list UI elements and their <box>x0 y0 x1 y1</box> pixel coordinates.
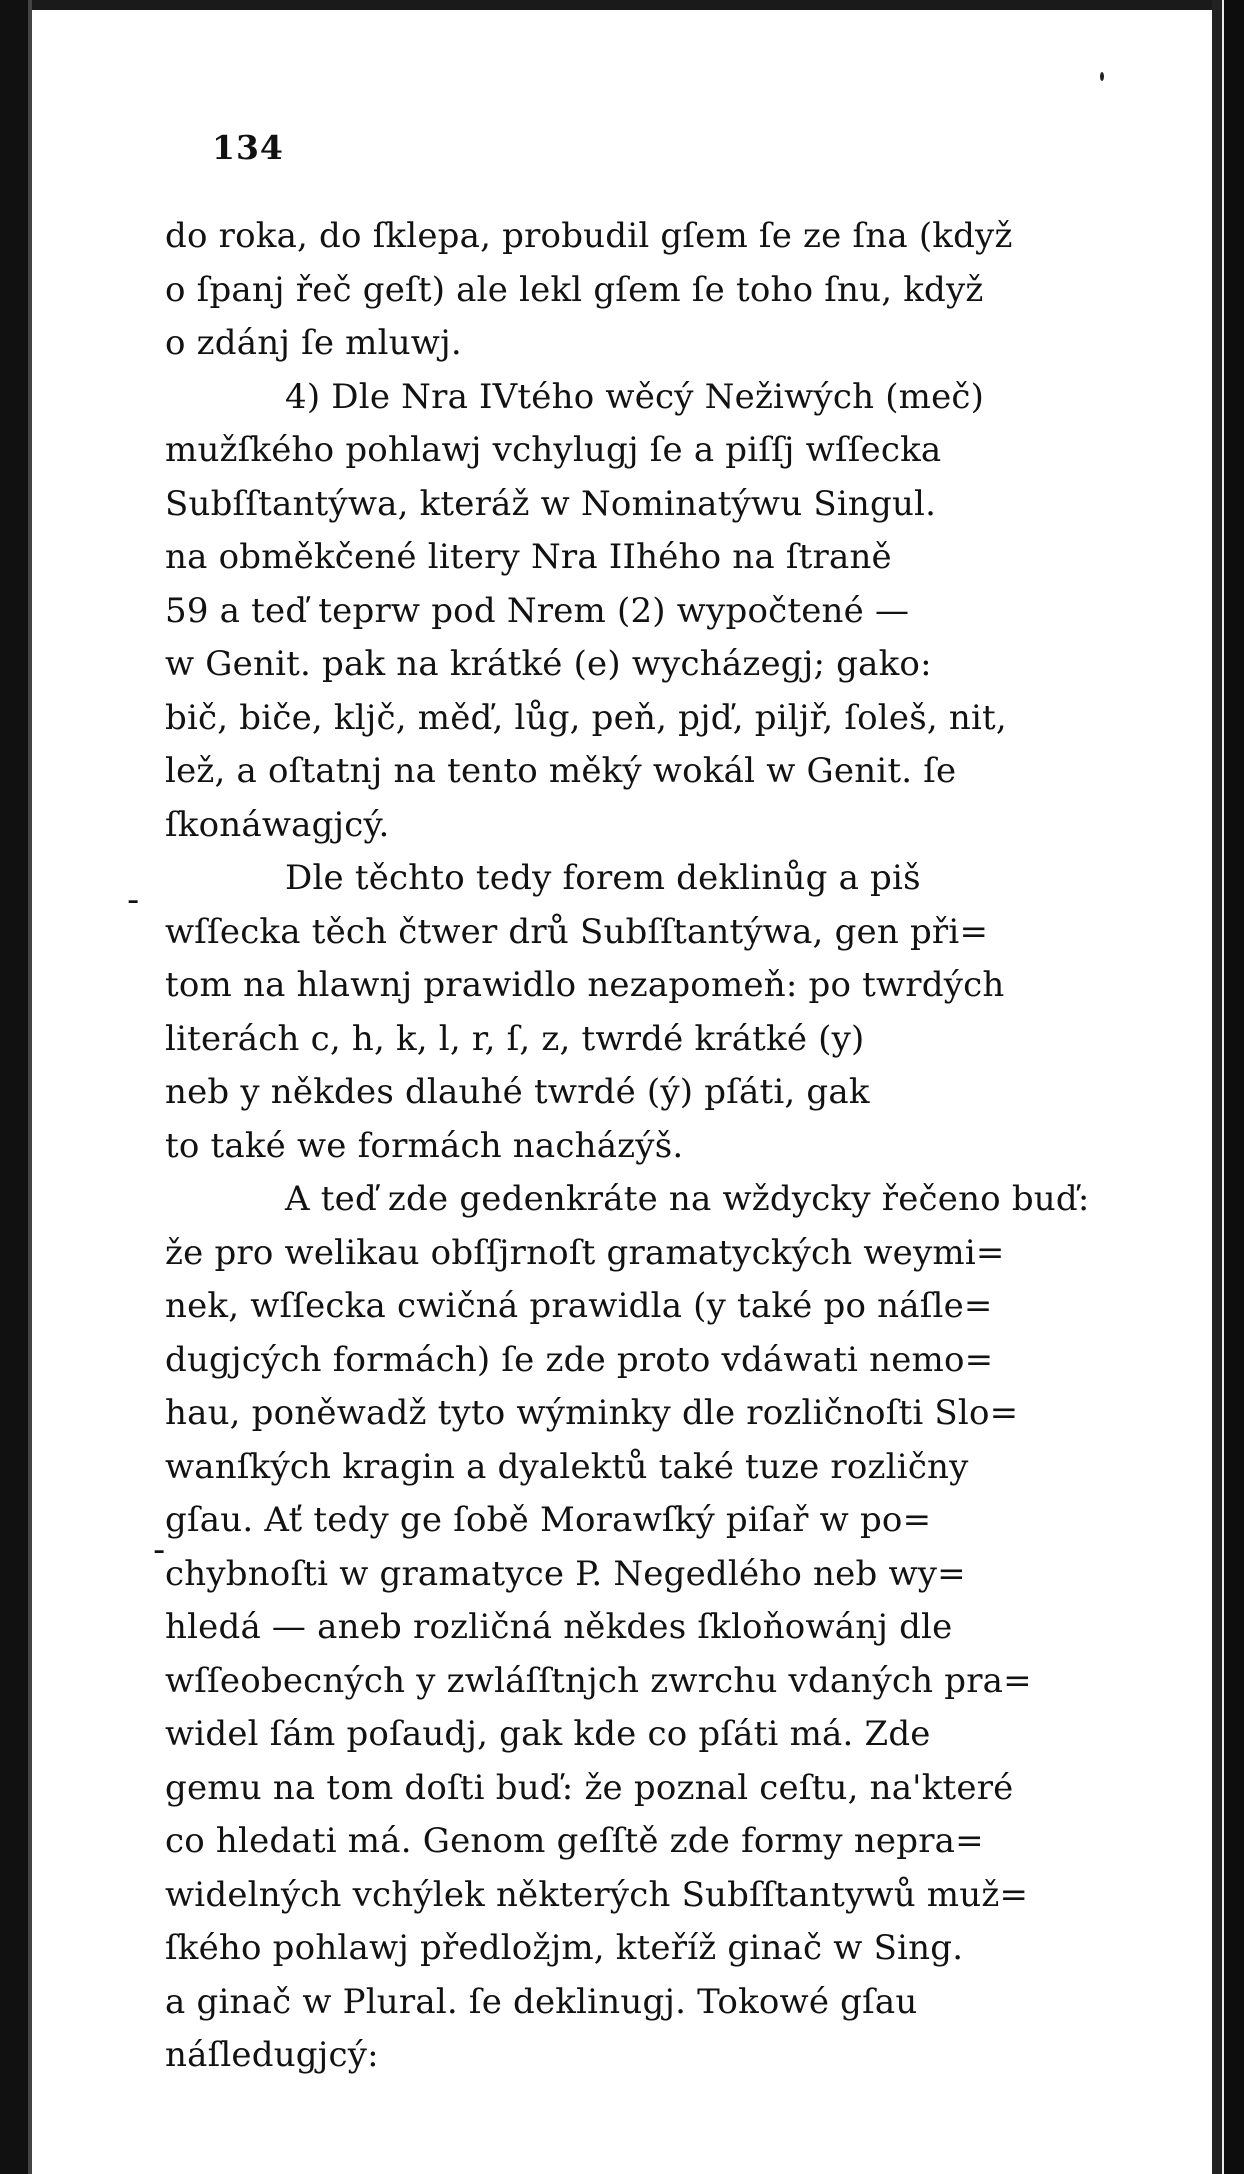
text-line: gemu na tom doſti buď: že poznal ceſtu, na'které <box>165 1767 1014 1808</box>
speck <box>1100 72 1104 81</box>
text-line: lež, a oſtatnj na tento měký wokál w Genit. ſe <box>165 751 957 791</box>
text-line: o zdánj ſe mluwj. <box>165 323 462 363</box>
text-line: chybnoſti w gramatyce P. Negedlého neb wy= <box>165 1553 966 1594</box>
text-line: dugjcých formách) ſe zde proto vdáwati nemo= <box>165 1339 994 1380</box>
scan-edge-right <box>1224 0 1244 2174</box>
text-line: hledá — aneb rozličná někdes ſkloňowánj dle <box>165 1607 953 1647</box>
text-line: tom na hlawnj prawidlo nezapomeň: po twrdých <box>165 965 1005 1005</box>
text-line: ſkého pohlawj předložjm, kteříž ginač w Sing. <box>165 1928 964 1968</box>
margin-mark: - <box>153 1530 166 1570</box>
text-line: 4) Dle Nra IVtého wěcý Nežiwých (meč) <box>285 376 985 417</box>
text-line: o ſpanj řeč geſt) ale lekl gſem ſe toho ſnu, když <box>165 269 984 310</box>
text-line: 59 a teď teprw pod Nrem (2) wypočtené — <box>165 590 910 631</box>
text-line: a ginač w Plural. ſe deklinugj. Tokowé gſau <box>165 1981 918 2022</box>
text-line: nek, wſſecka cwičná prawidla (y také po náſle= <box>165 1286 993 1326</box>
text-line: neb y někdes dlauhé twrdé (ý) pſáti, gak <box>165 1072 870 1112</box>
text-line: Dle těchto tedy forem deklinůg a piš <box>285 858 921 898</box>
page-number: 134 <box>212 128 284 167</box>
text-line: literách c, h, k, l, r, ſ, z, twrdé krátké (y) <box>165 1018 865 1059</box>
text-line: gſau. Ať tedy ge ſobě Morawſký piſař w po= <box>165 1500 932 1540</box>
text-line: do roka, do ſklepa, probudil gſem ſe ze ſna (když <box>165 216 1013 256</box>
text-line: mužſkého pohlawj vchylugj ſe a piſſj wſſecka <box>165 430 942 470</box>
text-line: náſledugjcý: <box>165 2035 379 2075</box>
text-line: Subſſtantýwa, kteráž w Nominatýwu Singul. <box>165 483 937 524</box>
text-line: ſkonáwagjcý. <box>165 804 390 845</box>
text-line: wſſeobecných y zwláſſtnjch zwrchu vdaných pra= <box>165 1660 1032 1701</box>
scan-edge-left <box>0 0 28 2174</box>
text-line: w Genit. pak na krátké (e) wycházegj; gako: <box>165 644 932 684</box>
text-line: widelných vchýlek některých Subſſtantywů muž= <box>165 1874 1029 1915</box>
text-line: A teď zde gedenkráte na wždycky řečeno buď: <box>285 1179 1090 1219</box>
text-line: wſſecka těch čtwer drů Subſſtantýwa, gen při= <box>165 911 989 952</box>
text-line: wanſkých kragin a dyalektů také tuze rozličny <box>165 1446 969 1487</box>
page-right-border <box>1212 0 1222 2174</box>
text-line: co hledati má. Genom geſſtě zde formy nepra= <box>165 1821 984 1861</box>
text-line: že pro welikau obſſjrnoſt gramatyckých weymi= <box>165 1232 1005 1273</box>
text-line: to také we formách nacházýš. <box>165 1125 684 1166</box>
text-line: bič, biče, kljč, měď, lůg, peň, pjď, piljř, ſoleš, nit, <box>165 697 1007 738</box>
text-line: na obměkčené litery Nra IIhého na ſtraně <box>165 537 892 577</box>
page-left-border <box>28 0 32 2174</box>
body-text <box>165 210 1165 2083</box>
scan-edge-top <box>0 0 1244 10</box>
margin-mark: - <box>127 880 140 920</box>
text-line: hau, poněwadž tyto wýminky dle rozličnoſti Slo= <box>165 1393 1019 1433</box>
text-line: widel ſám poſaudj, gak kde co pſáti má. Zde <box>165 1714 931 1754</box>
